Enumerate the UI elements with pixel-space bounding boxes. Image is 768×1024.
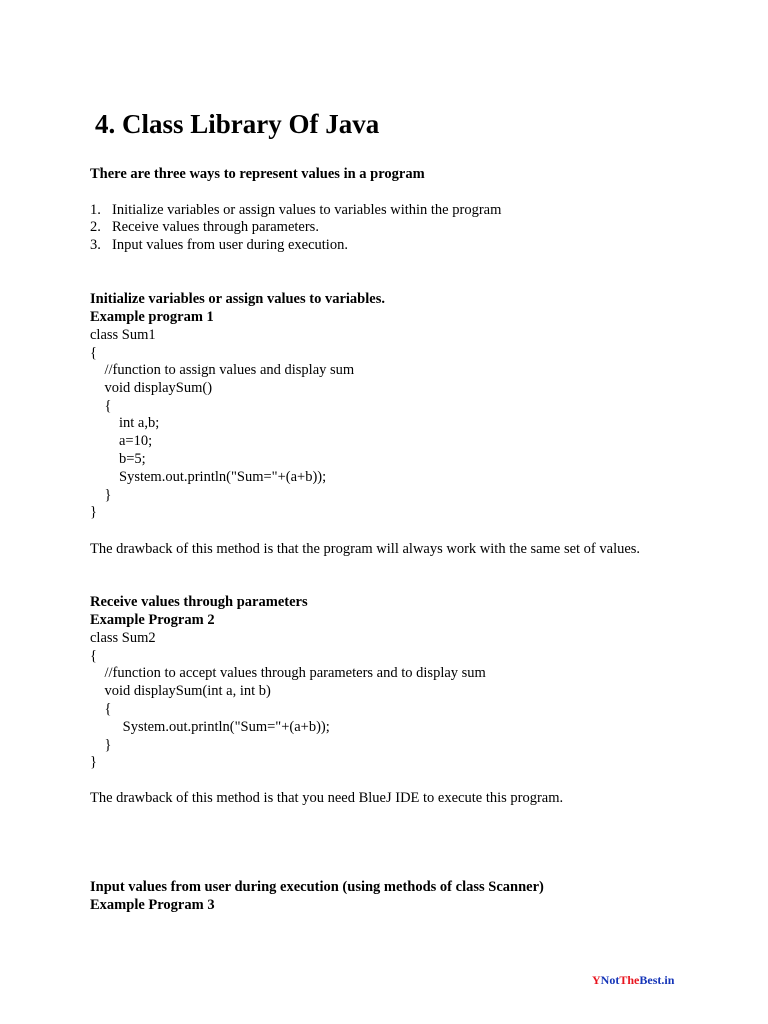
list-text: Input values from user during execution. (112, 237, 348, 253)
code-line: void displaySum() (90, 380, 213, 396)
section3-example-label: Example Program 3 (90, 897, 215, 913)
section2-heading: Receive values through parameters (90, 594, 308, 610)
code-line: b=5; (90, 451, 146, 467)
list-item (90, 202, 501, 219)
site-watermark (592, 973, 674, 988)
section2-note: The drawback of this method is that you need BlueJ IDE to execute this program. (90, 790, 564, 806)
watermark-domain: .in (661, 973, 675, 987)
section1-note: The drawback of this method is that the program will always work with the same set of values. (90, 541, 641, 557)
watermark-y: Y (592, 973, 601, 987)
watermark-the: The (619, 973, 640, 987)
section1-example-label: Example program 1 (90, 309, 214, 325)
list-text: Initialize variables or assign values to variables within the program (112, 202, 502, 218)
code-line: System.out.println("Sum="+(a+b)); (90, 719, 330, 735)
code-line: a=10; (90, 433, 153, 449)
code-line: { (90, 648, 97, 664)
section2-example-label: Example Program 2 (90, 612, 215, 628)
code-line: } (90, 754, 97, 770)
list-number: 2. (90, 219, 101, 235)
code-line: //function to assign values and display sum (90, 362, 355, 378)
section3-heading: Input values from user during execution (using methods of class Scanner) (90, 879, 544, 895)
list-number: 1. (90, 202, 101, 218)
watermark-not: Not (600, 973, 620, 987)
code-line: } (90, 737, 112, 753)
code-line: { (90, 398, 112, 414)
list-text: Receive values through parameters. (112, 219, 319, 235)
code-line: class Sum2 (90, 630, 156, 646)
list-item (90, 237, 348, 254)
intro-heading: There are three ways to represent values in a program (90, 166, 425, 182)
code-line: //function to accept values through parameters and to display sum (90, 665, 486, 681)
code-line: { (90, 701, 112, 717)
code-line: void displaySum(int a, int b) (90, 683, 271, 699)
code-line: } (90, 487, 112, 503)
code-line: { (90, 345, 97, 361)
code-line: class Sum1 (90, 327, 156, 343)
list-number: 3. (90, 237, 101, 253)
code-line: } (90, 504, 97, 520)
code-line: int a,b; (90, 415, 160, 431)
section1-heading: Initialize variables or assign values to variables. (90, 291, 385, 307)
list-item (90, 219, 319, 236)
watermark-best: Best (639, 973, 662, 987)
code-line: System.out.println("Sum="+(a+b)); (90, 469, 327, 485)
page-title: 4. Class Library Of Java (95, 109, 380, 139)
